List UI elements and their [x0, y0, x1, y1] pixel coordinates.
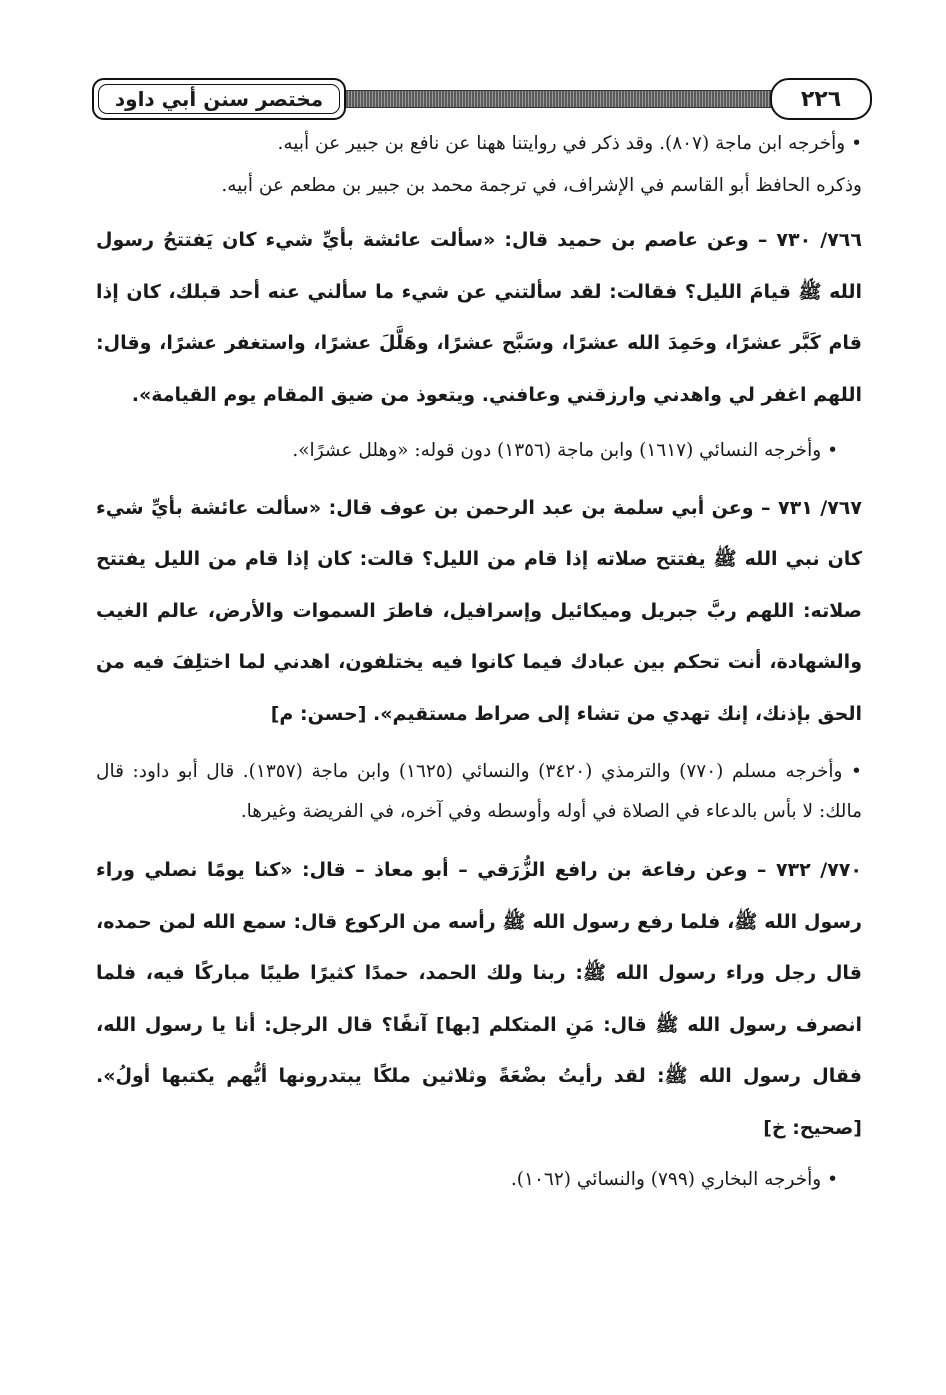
hadith-paragraph: ٧٦٧/ ٧٣١ – وعن أبي سلمة بن عبد الرحمن بن عوف قال: «سألت عائشة بأيِّ شيء كان نبي الله ﷺ يفتتح صلاته إذا قام من الليل؟ قالت: كان إذا قام من الليل يفتتح صلاته: اللهم ربَّ جبريل وميكائيل وإسرافيل، فاطرَ السموات والأرض، عالم الغيب والشهادة، أنت تحكم بين عبادك فيما كانوا فيه يختلفون، اهدني لما اختلِفَ فيه من الحق بإذنك، إنك تهدي من تشاء إلى صراط مستقيم». [حسن: م] [96, 496, 862, 725]
page-number: ٢٢٦ [770, 78, 872, 120]
footnote-paragraph: • وأخرجه البخاري (٧٩٩) والنسائي (١٠٦٢). [510, 1169, 838, 1190]
hadith-paragraph: ٧٦٦/ ٧٣٠ – وعن عاصم بن حميد قال: «سألت عائشة بأيِّ شيء كان يَفتتحُ رسول الله ﷺ قيامَ الليل؟ فقالت: لقد سألتني عن شيء ما سألني عنه أحد قبلك، كان إذا قام كَبَّر عشرًا، وحَمِدَ الله عشرًا، وسَبَّح عشرًا، وهَلَّلَ عشرًا، واستغفر عشرًا، وقال: اللهم اغفر لي واهدني وارزقني وعافني. ويتعوذ من ضيق المقام يوم القيامة». [96, 229, 862, 406]
header-rule [340, 90, 780, 108]
page-body [96, 124, 862, 1200]
footnote-paragraph: وذكره الحافظ أبو القاسم في الإشراف، في ترجمة محمد بن جبير بن مطعم عن أبيه. [221, 174, 862, 196]
hadith-paragraph: ٧٧٠/ ٧٣٢ – وعن رفاعة بن رافع الزُّرَقي – أبو معاذ – قال: «كنا يومًا نصلي وراء رسول الله ﷺ، فلما رفع رسول الله ﷺ رأسه من الركوع قال: سمع الله لمن حمده، قال رجل وراء رسول الله ﷺ: ربنا ولك الحمد، حمدًا كثيرًا طيبًا مباركًا فيه، فلما انصرف رسول الله ﷺ قال: مَنِ المتكلم [بها] آنفًا؟ قال الرجل: أنا يا رسول الله، فقال رسول الله ﷺ: لقد رأيتُ بضْعَةً وثلاثين ملكًا يبتدرونها أيُّهم يكتبها أولُ». [صحيح: خ] [96, 859, 862, 1139]
footnote-paragraph: • وأخرجه مسلم (٧٧٠) والترمذي (٣٤٢٠) والنسائي (١٦٢٥) وابن ماجة (١٣٥٧). قال أبو داود: قال مالك: لا بأس بالدعاء في الصلاة في أوله وأوسطه وفي آخره، في الفريضة وغيرها. [96, 761, 862, 822]
footnote-paragraph: • وأخرجه النسائي (١٦١٧) وابن ماجة (١٣٥٦) دون قوله: «وهلل عشرًا». [292, 440, 838, 461]
footnote-paragraph: • وأخرجه ابن ماجة (٨٠٧). وقد ذكر في روايتنا ههنا عن نافع بن جبير عن أبيه. [277, 133, 862, 154]
book-title: مختصر سنن أبي داود [92, 78, 346, 120]
running-header [92, 76, 870, 122]
